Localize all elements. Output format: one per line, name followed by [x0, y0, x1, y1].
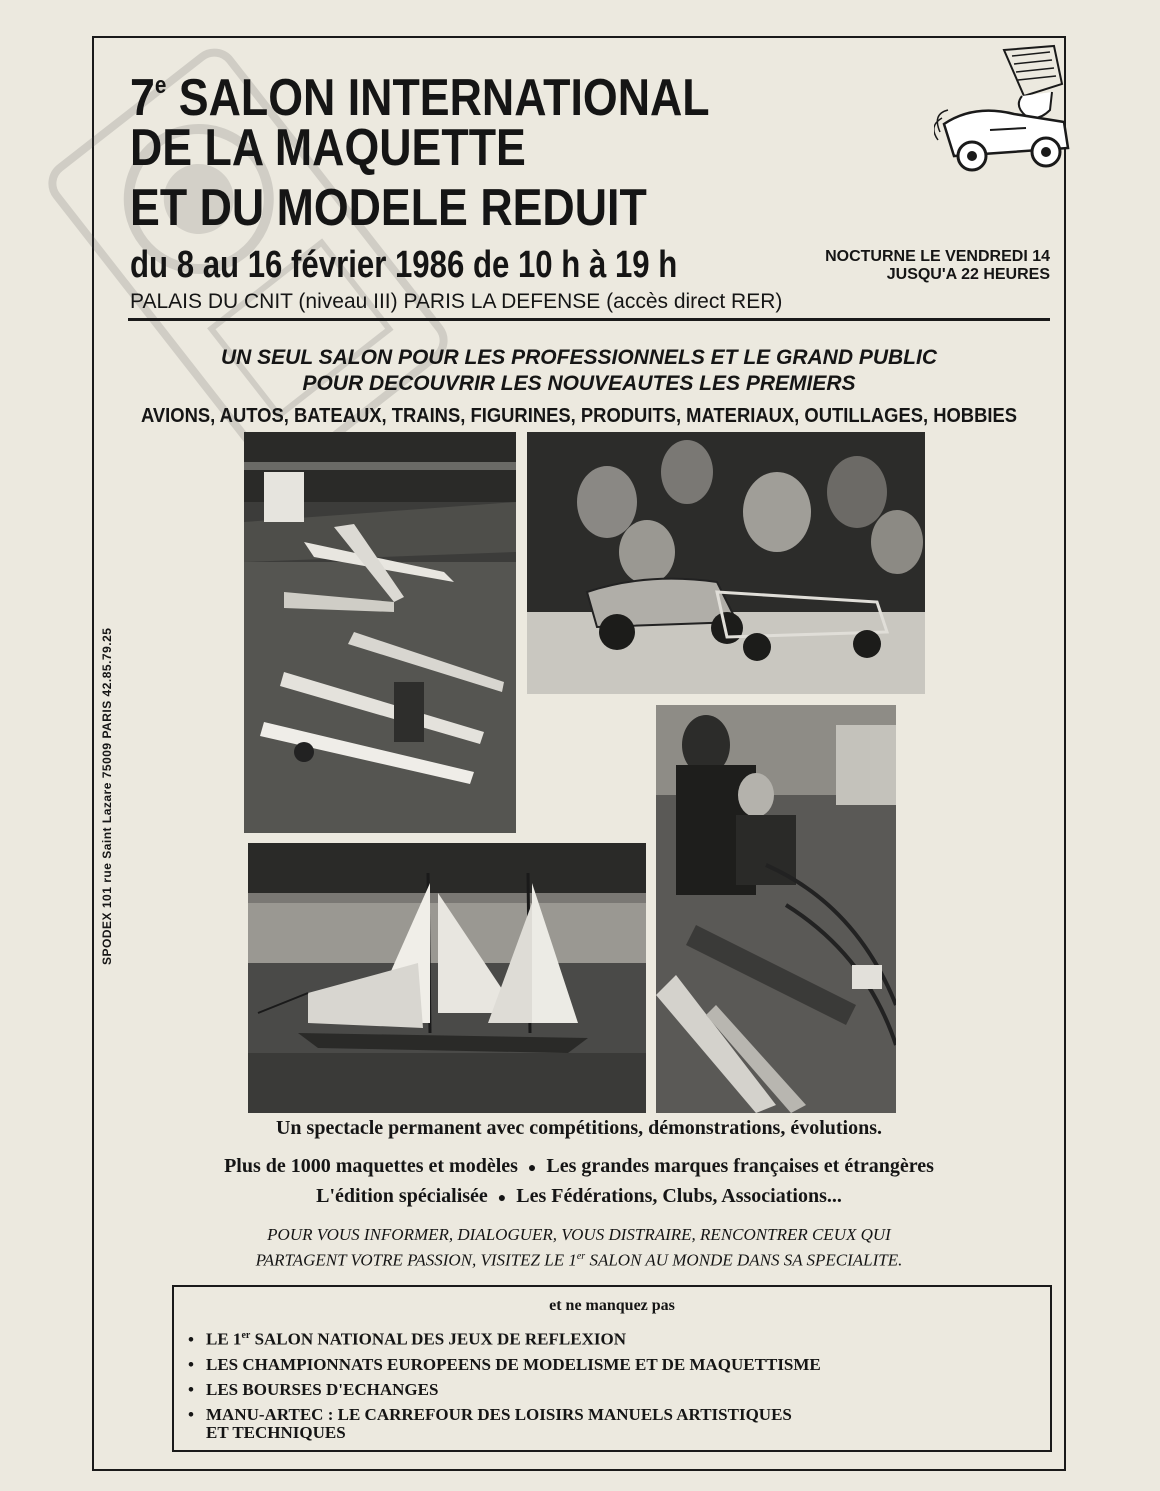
box-heading: et ne manquez pas	[549, 1297, 675, 1314]
models-text: Plus de 1000 maquettes et modèles	[224, 1155, 518, 1177]
models-line	[92, 1154, 1066, 1181]
nocturne-line-2: JUSQU'A 22 HEURES	[886, 266, 1050, 283]
dont-miss-box	[172, 1285, 1052, 1452]
edition-text: L'édition spécialisée	[316, 1185, 488, 1207]
title-line-2: DE LA MAQUETTE	[130, 119, 526, 177]
spectacle-line: Un spectacle permanent avec compétitions, démonstrations, évolutions.	[275, 1117, 883, 1139]
brands-text: Les grandes marques françaises et étrangères	[546, 1155, 934, 1177]
nocturne-line-1: NOCTURNE LE VENDREDI 14	[825, 248, 1050, 265]
list-item: • LES BOURSES D'ECHANGES	[188, 1379, 439, 1399]
ship-photo	[248, 843, 646, 1113]
planes-photo	[244, 432, 516, 833]
kids-cars-photo	[527, 432, 925, 694]
edition-line	[92, 1184, 1066, 1211]
tagline-2: POUR DECOUVRIR LES NOUVEAUTES LES PREMIERS	[302, 372, 856, 395]
list-item: • MANU-ARTEC : LE CARREFOUR DES LOISIRS MANUELS ARTISTIQUES ET TECHNIQUES	[188, 1404, 792, 1442]
bullet: ●	[527, 1161, 537, 1176]
nocturne-note	[772, 248, 1050, 284]
title-line-1: 7e SALON INTERNATIONAL	[130, 69, 710, 127]
divider	[128, 318, 1050, 321]
event-dates: du 8 au 16 février 1986 de 10 h à 19 h	[130, 244, 678, 286]
list-item: • LES CHAMPIONNATS EUROPEENS DE MODELISME ET DE MAQUETTISME	[188, 1354, 821, 1374]
title-line-3: ET DU MODELE REDUIT	[130, 179, 647, 237]
rc-car-illustration	[934, 44, 1074, 184]
categories: AVIONS, AUTOS, BATEAUX, TRAINS, FIGURINES, PRODUITS, MATERIAUX, OUTILLAGES, HOBBIES	[140, 405, 1018, 427]
bullet: ●	[497, 1191, 507, 1206]
trains-photo	[656, 705, 896, 1113]
dont-miss-list	[188, 1323, 821, 1443]
advertiser-address: SPODEX 101 rue Saint Lazare 75009 PARIS 42.85.79.25	[100, 627, 114, 965]
venue: PALAIS DU CNIT (niveau III) PARIS LA DEFENSE (accès direct RER)	[130, 290, 783, 313]
tagline-1: UN SEUL SALON POUR LES PROFESSIONNELS ET LE GRAND PUBLIC	[220, 346, 937, 369]
invite-line-2: PARTAGENT VOTRE PASSION, VISITEZ LE 1er SALON AU MONDE DANS SA SPECIALITE.	[255, 1250, 903, 1270]
federations-text: Les Fédérations, Clubs, Associations...	[516, 1185, 842, 1207]
list-item: • LE 1er SALON NATIONAL DES JEUX DE REFLEXION	[188, 1329, 626, 1349]
invite-line-1: POUR VOUS INFORMER, DIALOGUER, VOUS DISTRAIRE, RENCONTRER CEUX QUI	[267, 1225, 891, 1244]
